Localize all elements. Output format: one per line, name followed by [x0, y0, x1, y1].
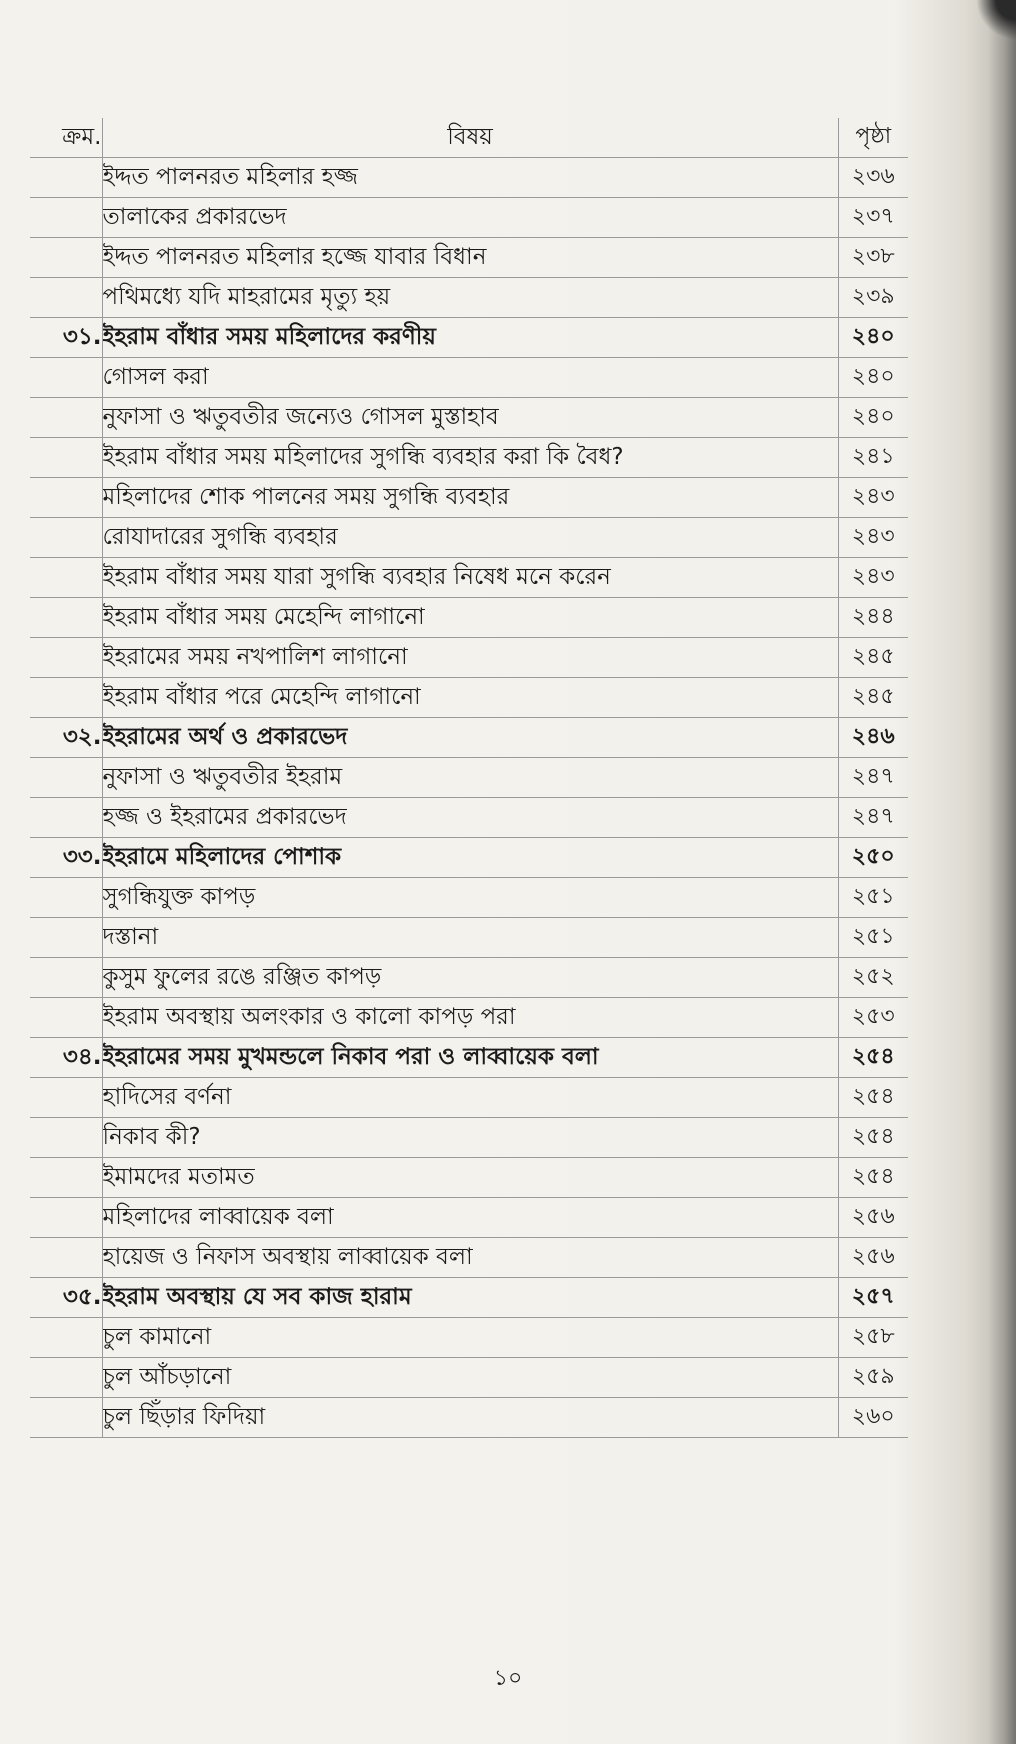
- page-ref: ২৩৯: [838, 278, 908, 318]
- chapter-number: [30, 798, 102, 838]
- toc-row: [30, 358, 908, 398]
- page-ref: ২৪০: [838, 318, 908, 358]
- page-ref: ২৪৫: [838, 678, 908, 718]
- toc-row: [30, 598, 908, 638]
- toc-row: [30, 1238, 908, 1278]
- toc-row: [30, 1158, 908, 1198]
- chapter-number: [30, 878, 102, 918]
- topic-title: তালাকের প্রকারভেদ: [102, 198, 838, 238]
- page-ref: ২৩৭: [838, 198, 908, 238]
- topic-title: ইমামদের মতামত: [102, 1158, 838, 1198]
- topic-title: চুল কামানো: [102, 1318, 838, 1358]
- page-ref: ২৫৬: [838, 1238, 908, 1278]
- page-ref: ২৫২: [838, 958, 908, 998]
- chapter-number: [30, 638, 102, 678]
- table-of-contents: [30, 118, 908, 1438]
- page-ref: ২৫৭: [838, 1278, 908, 1318]
- topic-title: চুল আঁচড়ানো: [102, 1358, 838, 1398]
- page-ref: ২৪৪: [838, 598, 908, 638]
- page-ref: ২৪৩: [838, 518, 908, 558]
- toc-row: [30, 678, 908, 718]
- topic-title: ইহরাম বাঁধার সময় মহিলাদের সুগন্ধি ব্যবহার করা কি বৈধ?: [102, 438, 838, 478]
- chapter-number: [30, 1158, 102, 1198]
- topic-title: গোসল করা: [102, 358, 838, 398]
- topic-title: ইহরাম অবস্থায় যে সব কাজ হারাম: [102, 1278, 838, 1318]
- topic-title: চুল ছিঁড়ার ফিদিয়া: [102, 1398, 838, 1438]
- chapter-number: [30, 358, 102, 398]
- chapter-number: ৩২.: [30, 718, 102, 758]
- topic-title: হজ্জ ও ইহরামের প্রকারভেদ: [102, 798, 838, 838]
- chapter-number: [30, 1118, 102, 1158]
- header-serial: ক্রম.: [30, 118, 102, 158]
- toc-row: [30, 1358, 908, 1398]
- toc-row: [30, 558, 908, 598]
- topic-title: হায়েজ ও নিফাস অবস্থায় লাব্বায়েক বলা: [102, 1238, 838, 1278]
- page-number: ১০: [493, 1666, 523, 1691]
- topic-title: ইদ্দত পালনরত মহিলার হজ্জ: [102, 158, 838, 198]
- chapter-number: [30, 758, 102, 798]
- chapter-number: [30, 158, 102, 198]
- topic-title: রোযাদারের সুগন্ধি ব্যবহার: [102, 518, 838, 558]
- page-ref: ২৫০: [838, 838, 908, 878]
- topic-title: দস্তানা: [102, 918, 838, 958]
- topic-title: ইহরাম বাঁধার সময় যারা সুগন্ধি ব্যবহার নিষেধ মনে করেন: [102, 558, 838, 598]
- page-ref: ২৫৪: [838, 1038, 908, 1078]
- page-ref: ২৫১: [838, 918, 908, 958]
- toc-row: [30, 398, 908, 438]
- toc-row: [30, 1078, 908, 1118]
- toc-row: [30, 1398, 908, 1438]
- toc-row: [30, 1198, 908, 1238]
- toc-row: [30, 238, 908, 278]
- chapter-number: [30, 1078, 102, 1118]
- chapter-number: [30, 278, 102, 318]
- chapter-number: [30, 918, 102, 958]
- page-ref: ২৫১: [838, 878, 908, 918]
- toc-chapter-row: [30, 718, 908, 758]
- toc-chapter-row: [30, 838, 908, 878]
- chapter-number: [30, 478, 102, 518]
- page-spine-shadow: [988, 0, 1016, 1744]
- toc-row: [30, 878, 908, 918]
- page-ref: ২৫৪: [838, 1118, 908, 1158]
- chapter-number: [30, 1318, 102, 1358]
- chapter-number: ৩৩.: [30, 838, 102, 878]
- page-ref: ২৪১: [838, 438, 908, 478]
- chapter-number: [30, 398, 102, 438]
- toc-row: [30, 998, 908, 1038]
- chapter-number: ৩৪.: [30, 1038, 102, 1078]
- chapter-number: [30, 558, 102, 598]
- toc-row: [30, 438, 908, 478]
- topic-title: কুসুম ফুলের রঙে রঞ্জিত কাপড়: [102, 958, 838, 998]
- topic-title: ইহরাম অবস্থায় অলংকার ও কালো কাপড় পরা: [102, 998, 838, 1038]
- topic-title: ইহরাম বাঁধার সময় মেহেন্দি লাগানো: [102, 598, 838, 638]
- chapter-number: [30, 198, 102, 238]
- chapter-number: [30, 1398, 102, 1438]
- toc-row: [30, 958, 908, 998]
- topic-title: ইহরামের সময় নখপালিশ লাগানো: [102, 638, 838, 678]
- topic-title: পথিমধ্যে যদি মাহরামের মৃত্যু হয়: [102, 278, 838, 318]
- page-ref: ২৩৬: [838, 158, 908, 198]
- toc-chapter-row: [30, 1038, 908, 1078]
- page-ref: ২৬০: [838, 1398, 908, 1438]
- topic-title: ইহরামে মহিলাদের পোশাক: [102, 838, 838, 878]
- page-ref: ২৪৬: [838, 718, 908, 758]
- toc-row: [30, 278, 908, 318]
- topic-title: ইহরামের সময় মুখমন্ডলে নিকাব পরা ও লাব্বায়েক বলা: [102, 1038, 838, 1078]
- page-ref: ২৫৪: [838, 1158, 908, 1198]
- toc-row: [30, 798, 908, 838]
- page-corner: [976, 0, 1016, 40]
- topic-title: ইহরামের অর্থ ও প্রকারভেদ: [102, 718, 838, 758]
- toc-chapter-row: [30, 318, 908, 358]
- page-ref: ২৪৫: [838, 638, 908, 678]
- toc-row: [30, 1318, 908, 1358]
- topic-title: নুফাসা ও ঋতুবতীর ইহরাম: [102, 758, 838, 798]
- chapter-number: [30, 678, 102, 718]
- toc-chapter-row: [30, 1278, 908, 1318]
- page-ref: ২৪৭: [838, 758, 908, 798]
- topic-title: মহিলাদের লাব্বায়েক বলা: [102, 1198, 838, 1238]
- page-ref: ২৩৮: [838, 238, 908, 278]
- topic-title: ইহরাম বাঁধার সময় মহিলাদের করণীয়: [102, 318, 838, 358]
- topic-title: সুগন্ধিযুক্ত কাপড়: [102, 878, 838, 918]
- page-ref: ২৪৩: [838, 478, 908, 518]
- page-ref: ২৪০: [838, 398, 908, 438]
- header-topic: বিষয়: [102, 118, 838, 158]
- chapter-number: ৩৫.: [30, 1278, 102, 1318]
- toc-row: [30, 1118, 908, 1158]
- page-ref: ২৪০: [838, 358, 908, 398]
- toc-row: [30, 758, 908, 798]
- topic-title: ইদ্দত পালনরত মহিলার হজ্জে যাবার বিধান: [102, 238, 838, 278]
- toc-header-row: [30, 118, 908, 158]
- chapter-number: [30, 438, 102, 478]
- toc-row: [30, 918, 908, 958]
- chapter-number: [30, 998, 102, 1038]
- page-ref: ২৫৬: [838, 1198, 908, 1238]
- page-ref: ২৪৩: [838, 558, 908, 598]
- chapter-number: ৩১.: [30, 318, 102, 358]
- topic-title: নুফাসা ও ঋতুবতীর জন্যেও গোসল মুস্তাহাব: [102, 398, 838, 438]
- page-ref: ২৫৯: [838, 1358, 908, 1398]
- toc-row: [30, 158, 908, 198]
- page-ref: ২৫৩: [838, 998, 908, 1038]
- chapter-number: [30, 1238, 102, 1278]
- topic-title: হাদিসের বর্ণনা: [102, 1078, 838, 1118]
- topic-title: মহিলাদের শোক পালনের সময় সুগন্ধি ব্যবহার: [102, 478, 838, 518]
- toc-body: [30, 158, 908, 1438]
- page-ref: ২৫৮: [838, 1318, 908, 1358]
- chapter-number: [30, 238, 102, 278]
- toc-row: [30, 638, 908, 678]
- page-ref: ২৫৪: [838, 1078, 908, 1118]
- chapter-number: [30, 1358, 102, 1398]
- chapter-number: [30, 958, 102, 998]
- chapter-number: [30, 1198, 102, 1238]
- toc-row: [30, 198, 908, 238]
- topic-title: ইহরাম বাঁধার পরে মেহেন্দি লাগানো: [102, 678, 838, 718]
- topic-title: নিকাব কী?: [102, 1118, 838, 1158]
- page-ref: ২৪৭: [838, 798, 908, 838]
- toc-row: [30, 478, 908, 518]
- chapter-number: [30, 598, 102, 638]
- header-page: পৃষ্ঠা: [838, 118, 908, 158]
- chapter-number: [30, 518, 102, 558]
- toc-row: [30, 518, 908, 558]
